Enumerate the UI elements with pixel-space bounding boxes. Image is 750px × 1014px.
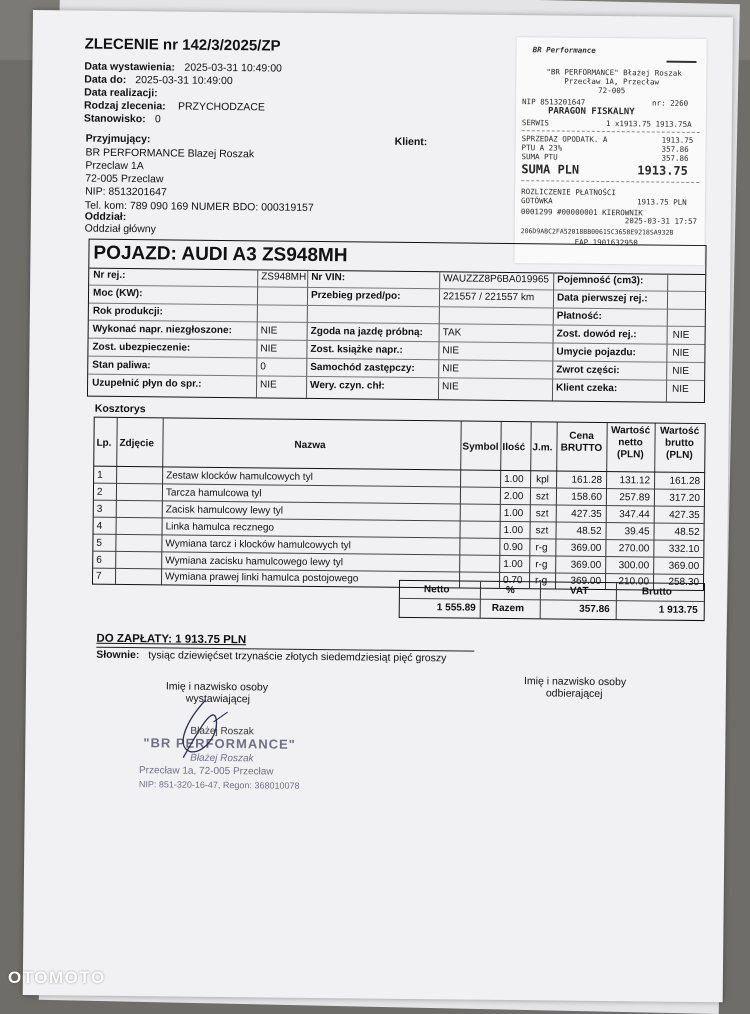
unreported-repairs-value: NIE (260, 325, 278, 337)
service-book-value: NIE (442, 345, 460, 357)
totals-netto-value: 1 555.89 (436, 602, 476, 614)
row-name: Wymiana zacisku hamulcowego lewy tyl (165, 555, 344, 569)
row-unit: r-g (534, 575, 548, 587)
replacement-car-label: Samochód zastępczy: (310, 361, 415, 375)
row-qty: 0.70 (502, 574, 523, 587)
row-price: 369.00 (570, 575, 602, 587)
row-lp: 2 (96, 486, 103, 498)
stamp-signatory: Błażej Roszak (190, 725, 254, 738)
row-lp: 3 (96, 503, 103, 515)
car-wash-value: NIE (672, 347, 690, 359)
receiver-street: Przeclaw 1A (85, 159, 144, 173)
production-year-label: Rok produkcji: (92, 305, 163, 318)
due-date-value: 2025-03-31 10:49:00 (135, 74, 233, 88)
col-name: Nazwa (294, 439, 326, 452)
row-netto: 270.00 (618, 543, 650, 555)
receipt-tax-label-1: SPRZEDAZ OPODATK. A (521, 134, 608, 145)
amount-words-label: Słownie: (96, 648, 140, 662)
recipient-label-2: odbierającej (545, 687, 603, 701)
fuel-level-label: Stan paliwa: (92, 359, 151, 372)
row-brutto: 332.10 (668, 543, 700, 556)
row-price: 427.35 (571, 508, 602, 520)
parts-return-value: NIE (672, 365, 689, 377)
col-lp: Lp. (96, 437, 112, 449)
receipt-tax-label-3: SUMA PTU (521, 152, 558, 162)
receipt-company: "BR PERFORMANCE" Błażej Roszak (546, 67, 682, 78)
mileage-label: Przebieg przed/po: (310, 289, 401, 302)
reg-doc-value: NIE (672, 329, 690, 341)
unreported-repairs-label: Wykonać napr. niezgłoszone: (92, 323, 233, 337)
issuer-label: Imię i nazwisko osoby (165, 680, 269, 694)
client-label: Klient: (394, 135, 428, 149)
receipt-divider (522, 130, 700, 133)
col-value-netto: Wartość netto (PLN) (611, 425, 651, 461)
due-date-label: Data do: (84, 73, 127, 86)
row-unit: r-g (535, 542, 548, 554)
receipt-tax-label-2: PTU A 23% (521, 143, 563, 153)
receiver-label: Przyjmujący: (85, 132, 151, 146)
insurance-label: Zost. ubezpieczenie: (92, 341, 191, 354)
document-title: ZLECENIE nr 142/3/2025/ZP (84, 35, 281, 55)
row-name: Wymiana prawej linki hamulca postojowego (165, 571, 359, 585)
cost-table (92, 417, 706, 591)
row-name: Linka hamulca recznego (165, 521, 275, 534)
row-price: 369.00 (570, 559, 602, 571)
totals-vat-label: VAT (569, 585, 589, 597)
receipt-tax-value-1: 1913.75 (661, 135, 694, 145)
fiscal-receipt (514, 37, 706, 265)
row-netto: 347.44 (619, 509, 650, 521)
totals-percent-label: % (505, 584, 515, 597)
row-unit: r-g (535, 559, 548, 571)
row-lp: 5 (96, 537, 103, 549)
receipt-datetime: 2025-03-31 17:57 (624, 216, 698, 226)
row-qty: 2.00 (503, 490, 524, 503)
row-qty: 1.00 (503, 524, 524, 537)
row-lp: 7 (96, 570, 102, 582)
row-lp: 4 (96, 520, 103, 532)
washer-fluid-value: NIE (260, 379, 277, 391)
row-unit: szt (535, 525, 549, 537)
col-qty: Ilość (502, 441, 526, 454)
row-brutto: 369.00 (668, 560, 700, 573)
work-order-document (23, 10, 733, 1002)
receiver-name: BR PERFORMANCE Blazej Roszak (85, 146, 255, 161)
payment-method-label: Płatność: (556, 310, 602, 322)
row-brutto: 317.20 (669, 492, 700, 505)
signature-scribble (165, 691, 246, 762)
receipt-hash: 206D9ABC2FA52018BB00615C3658E9218SA932B (520, 227, 674, 237)
row-unit: szt (535, 508, 549, 520)
cost-estimate-label: Kosztorys (94, 402, 146, 416)
power-label: Moc (KW): (92, 287, 143, 300)
stamp-company: "BR PERFORMANCE" (143, 735, 296, 752)
receipt-sum-value: 1913.75 (637, 163, 689, 178)
receipt-nip: NIP 8513201647 (522, 97, 586, 107)
issue-date-value: 2025-03-31 10:49:00 (184, 61, 282, 75)
receipt-cash-value: 1913.75 PLN (636, 197, 687, 207)
receipt-tax-value-3: 357.86 (661, 153, 689, 163)
totals-vat-value: 357.86 (579, 603, 610, 616)
vehicle-table (87, 239, 707, 403)
row-netto: 39.45 (624, 526, 650, 538)
reg-value: ZS948MH (261, 271, 307, 283)
vin-value: WAUZZZ8P6BA019965 (443, 273, 550, 286)
row-brutto: 258.30 (668, 576, 700, 589)
receipt-cashier: 0001299 #00000001 KIEROWNIK (520, 207, 643, 218)
receipt-eap: EAP 1901632950 (574, 237, 638, 248)
stamp-name: Błażej Roszak (190, 752, 254, 765)
row-netto: 300.00 (618, 560, 650, 572)
row-qty: 1.00 (503, 558, 523, 571)
row-qty: 0.90 (503, 541, 523, 554)
row-name: Wymiana tarcz i klocków hamulcowych tyl (165, 538, 351, 552)
receipt-settlement: ROZLICZENIE PŁATNOŚCI (521, 187, 616, 198)
row-name: Zacisk hamulcowy lewy tyl (165, 504, 284, 517)
row-name: Zestaw klocków hamulcowych tyl (166, 470, 313, 483)
col-photo: Zdjęcie (119, 437, 154, 450)
stamp-address: Przecław 1a, 72-005 Przecław (138, 765, 274, 778)
receipt-logo: BR Performance (532, 45, 596, 55)
receipt-logo-underline (666, 61, 696, 63)
row-qty: 1.00 (503, 507, 524, 520)
row-lp: 6 (96, 554, 102, 566)
row-qty: 1.00 (504, 473, 524, 486)
receipt-item-line: 1 x1913.75 1913.75A (605, 119, 692, 129)
mileage-value: 221557 / 221557 km (442, 291, 535, 304)
recipient-label: Imię i nazwisko osoby (523, 675, 627, 689)
test-drive-label: Zgoda na jazdę próbną: (310, 325, 423, 339)
row-price: 158.60 (571, 491, 602, 503)
coolant-check-label: Wery. czyn. chł: (310, 379, 385, 392)
receipt-title: PARAGON FISKALNY (547, 106, 635, 118)
receipt-address: Przecław 1A, Przecław (564, 76, 660, 87)
receiver-city: 72-005 Przeclaw (85, 172, 164, 186)
row-price: 161.28 (571, 474, 603, 486)
receipt-cash-label: GOTÓWKA (520, 196, 553, 206)
totals-netto-label: Netto (423, 584, 450, 596)
row-lp: 1 (97, 469, 103, 481)
issue-date-label: Data wystawienia: (84, 60, 175, 74)
col-symbol: Symbol (462, 441, 499, 453)
row-brutto: 427.35 (669, 509, 700, 522)
issuer-label-2: wystawiającej (185, 692, 251, 706)
reg-label: Nr rej.: (93, 269, 126, 281)
row-name: Tarcza hamulcowa tyl (165, 487, 262, 500)
col-value-brutto: Wartość brutto (PLN) (660, 425, 700, 461)
replacement-car-value: NIE (442, 363, 459, 375)
row-netto: 210.00 (618, 576, 650, 588)
receipt-sum-label: SUMA PLN (521, 162, 580, 177)
branch-label: Oddział: (84, 210, 127, 223)
washer-fluid-label: Uzupełnić płyn do spr.: (92, 377, 202, 390)
col-price-brutto: Cena BRUTTO (560, 430, 603, 454)
reg-doc-label: Zost. dowód rej.: (556, 328, 637, 341)
totals-brutto-label: Brutto (641, 586, 672, 598)
station-label: Stanowisko: (83, 112, 146, 126)
client-waits-label: Klient czeka: (556, 382, 618, 395)
receipt-divider-2 (521, 180, 699, 183)
totals-brutto-value: 1 913.75 (658, 604, 698, 616)
row-netto: 131.12 (619, 475, 651, 487)
amount-due: DO ZAPŁATY: 1 913.75 PLN (96, 632, 247, 647)
row-unit: szt (535, 491, 549, 503)
row-brutto: 48.52 (674, 526, 700, 539)
order-type-label: Rodzaj zlecenia: (83, 99, 166, 113)
row-netto: 257.89 (619, 492, 650, 504)
receipt-item-name: SERWIS (521, 118, 549, 128)
receiver-phone: Tel. kom: 789 090 169 NUMER BDO: 000319157 (84, 199, 314, 214)
receipt-tax-value-2: 357.86 (661, 144, 689, 154)
capacity-label: Pojemność (cm3): (557, 274, 644, 287)
amount-words: tysiąc dziewięćset trzynaście złotych siedemdziesiąt pięć groszy (148, 649, 447, 665)
vehicle-title: POJAZD: AUDI A3 ZS948MH (93, 242, 348, 267)
fuel-level-value: 0 (260, 361, 266, 373)
col-unit: J.m. (532, 442, 553, 454)
test-drive-value: TAK (442, 327, 462, 339)
receipt-postcode: 72-005 (598, 85, 626, 96)
order-type-value: PRZYCHODZACE (177, 100, 265, 114)
row-price: 369.00 (570, 542, 602, 554)
coolant-check-value: NIE (442, 381, 459, 393)
client-waits-value: NIE (672, 383, 689, 395)
receiver-nip: NIP: 8513201647 (85, 185, 167, 199)
station-value: 0 (154, 113, 161, 126)
totals-percent-value: Razem (491, 602, 525, 615)
service-book-label: Zost. książke napr.: (310, 343, 403, 356)
stamp-ids: NIP: 851-320-16-47, Regon: 368010078 (138, 779, 300, 791)
row-price: 48.52 (576, 525, 602, 537)
receipt-number: nr: 2260 (652, 98, 689, 108)
car-wash-label: Umycie pojazdu: (556, 346, 636, 359)
vin-label: Nr VIN: (311, 271, 346, 284)
insurance-value: NIE (260, 343, 278, 355)
totals-table (399, 580, 705, 621)
row-unit: kpl (536, 474, 549, 486)
parts-return-label: Zwrot części: (556, 364, 620, 377)
branch-value: Oddział główny (84, 222, 156, 236)
realization-date-label: Data realizacji: (84, 86, 158, 100)
first-reg-label: Data pierwszej rej.: (556, 292, 648, 305)
row-brutto: 161.28 (669, 475, 701, 488)
otomoto-watermark: OTOMOTO (8, 968, 106, 987)
